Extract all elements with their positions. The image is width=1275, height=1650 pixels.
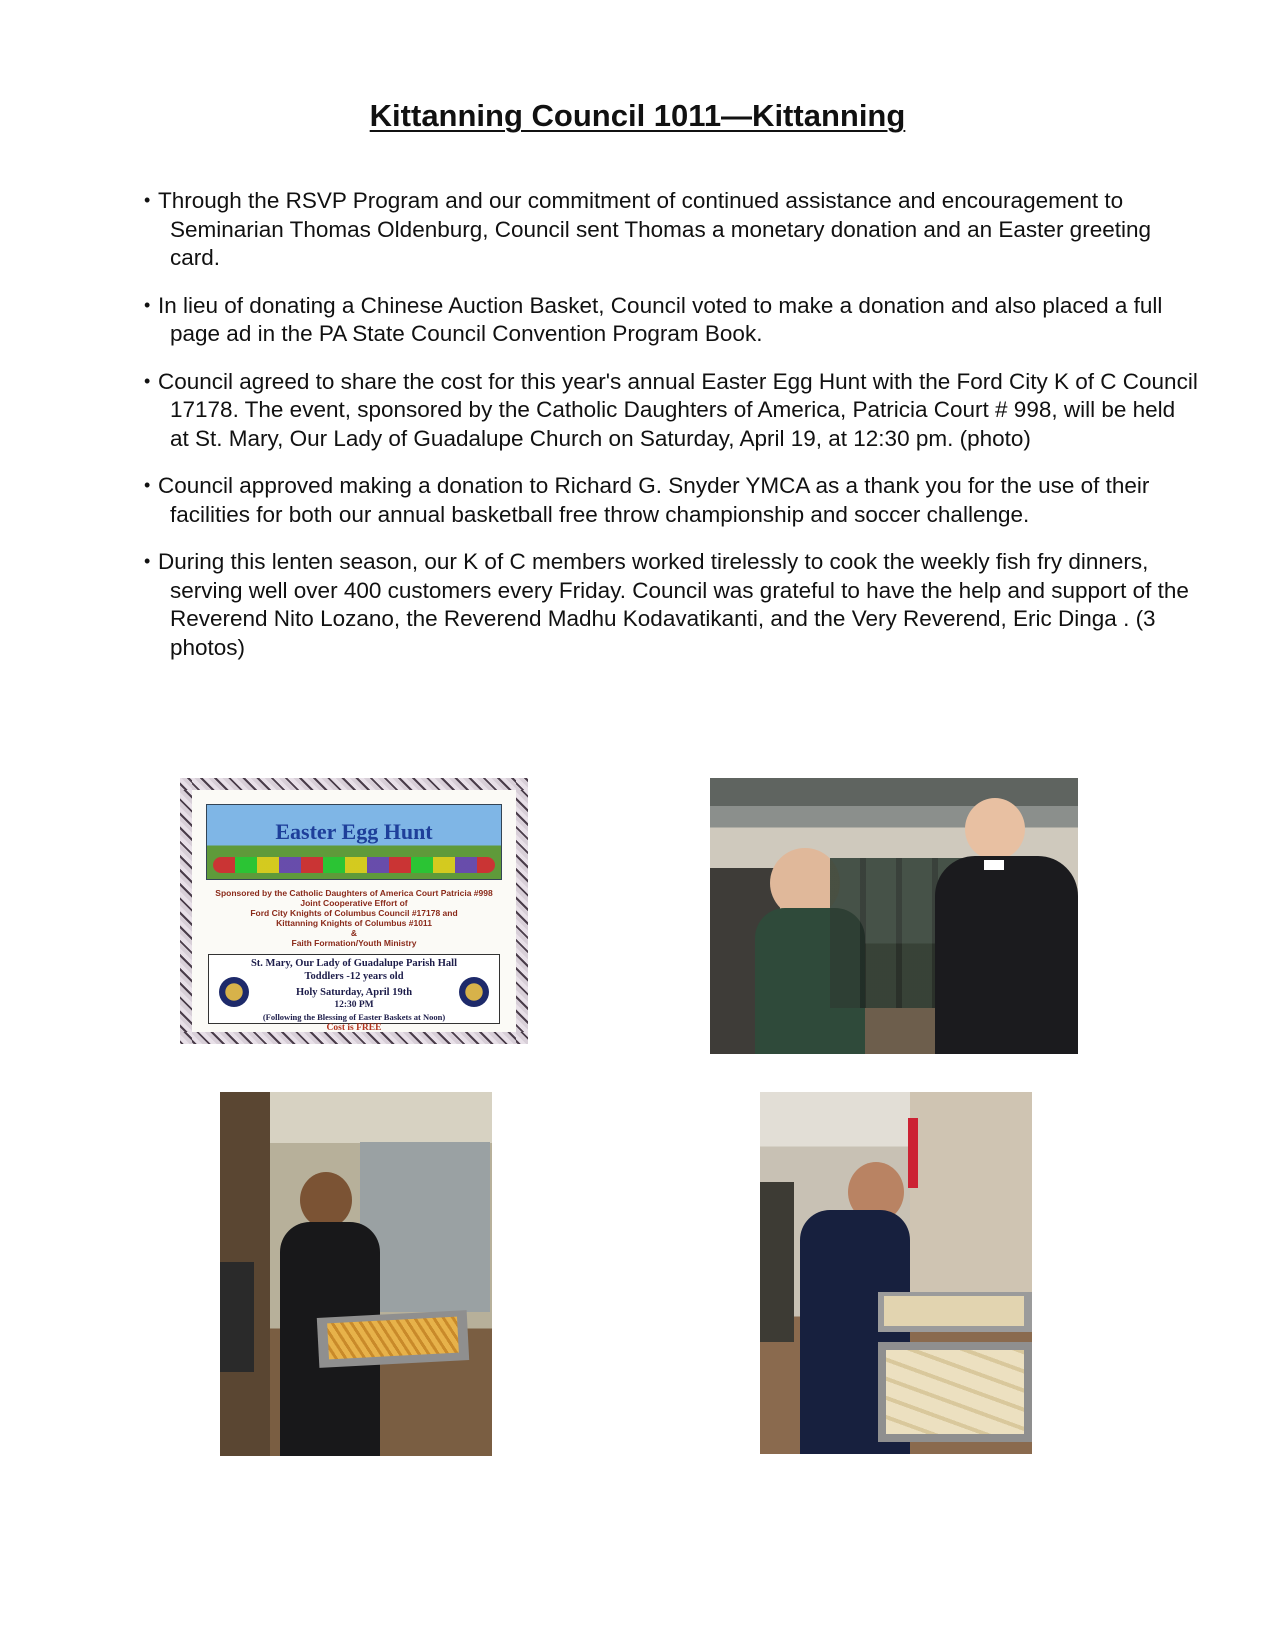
bullet-icon: • bbox=[144, 370, 151, 391]
flyer-sponsor-line: Sponsored by the Catholic Daughters of America Court Patricia #998 bbox=[215, 888, 493, 898]
flyer-ages: Toddlers -12 years old bbox=[304, 971, 404, 982]
flyer-sponsor-line: Joint Cooperative Effort of bbox=[300, 898, 408, 908]
bullet-icon: • bbox=[144, 190, 151, 210]
flyer-date: Holy Saturday, April 19th bbox=[295, 987, 413, 998]
bullet-icon: • bbox=[144, 475, 151, 495]
flyer-banner bbox=[206, 804, 502, 880]
flyer-sponsor-line: Ford City Knights of Columbus Council #17178 and bbox=[250, 908, 458, 918]
flyer-note: (Following the Blessing of Easter Baskets at Noon) bbox=[262, 1012, 446, 1022]
flyer-details-box bbox=[208, 954, 500, 1033]
bullet-item: • Council approved making a donation to Richard G. Snyder YMCA as a thank you for the use of their facilities for both our annual basketball free throw championship and soccer challenge. bbox=[144, 473, 1150, 527]
flyer-title: Easter Egg Hunt bbox=[275, 819, 433, 844]
flyer-time: 12:30 PM bbox=[334, 1000, 374, 1010]
page-title: Kittanning Council 1011—Kittanning bbox=[369, 98, 906, 133]
easter-egg-hunt-flyer bbox=[180, 778, 528, 1044]
bullet-item: • Through the RSVP Program and our commitment of continued assistance and encouragement to Seminarian Thomas Oldenburg, Council sent Thomas a monetary donation and an Easter greeting card. bbox=[144, 188, 1151, 270]
priest-with-fries-photo bbox=[220, 1092, 492, 1456]
bullet-item: • In lieu of donating a Chinese Auction Basket, Council voted to make a donation and also placed a full page ad in the PA State Council Convention Program Book. bbox=[144, 292, 1163, 346]
bullet-item: • Council agreed to share the cost for this year's annual Easter Egg Hunt with the Ford City K of C Council 17178. The event, sponsored by the Catholic Daughters of America, Patricia Court # 998, will be held at St. Mary, Our Lady of Guadalupe Church on Saturday, April 19, at 12:30 pm. (photo) bbox=[144, 368, 1198, 451]
flyer-sponsor-line: Faith Formation/Youth Ministry bbox=[291, 938, 417, 948]
kitchen-group-photo bbox=[710, 778, 1078, 1054]
breading-fish-photo bbox=[760, 1092, 1032, 1454]
eggs-image bbox=[213, 857, 495, 873]
bullet-item: • During this lenten season, our K of C members worked tirelessly to cook the weekly fish fry dinners, serving well over 400 customers every Friday. Council was grateful to have the help and support of the Reverend Nito Lozano, the Reverend Madhu Kodavatikanti, and the Very Reverend, Eric Dinga . (3 photos) bbox=[144, 549, 1189, 660]
bullet-icon: • bbox=[144, 294, 151, 315]
flyer-sponsor-line: Kittanning Knights of Columbus #1011 bbox=[276, 918, 432, 928]
bullet-icon: • bbox=[144, 551, 151, 571]
flyer-venue: St. Mary, Our Lady of Guadalupe Parish Hall bbox=[250, 958, 458, 969]
bullet-list bbox=[130, 186, 1200, 680]
flyer-sponsor-line: & bbox=[350, 928, 358, 938]
flyer-cost: Cost is FREE bbox=[326, 1023, 382, 1033]
